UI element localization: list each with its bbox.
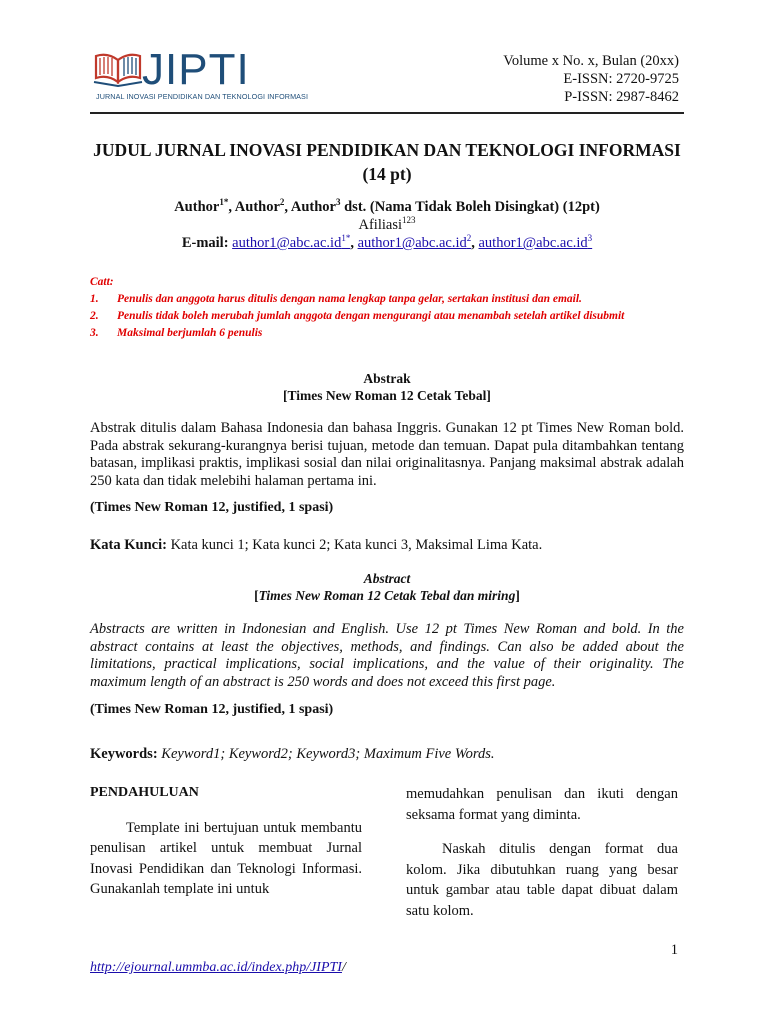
eissn-line: E-ISSN: 2720-9725 (563, 71, 679, 87)
abstrak-body: Abstrak ditulis dalam Bahasa Indonesia dan bahasa Inggris. Gunakan 12 pt Times New Roman bold. Pada abstrak sekurang-kurangnya berisi tujuan, metode dan temuan. Dapat pula ditambahkan tentang batasan, implikasi praktis, implikasi sosial dan nilai originalitasnya. Panjang maksimal abstrak adalah 250 kata dan tidak melebihi halaman pertama ini. (90, 420, 684, 489)
email-line: E-mail: author1@abc.ac.id$^{1*}$, author1@abc.ac.id$^2$, author1@abc.ac.id$^3$ (181, 233, 593, 251)
keywords-label: Keywords: (90, 746, 158, 762)
affiliation-line (90, 216, 684, 234)
email-link-2[interactable]: author1@abc.ac.id$^2$ (357, 233, 472, 251)
keywords-text: Keyword1; Keyword2; Keyword3; Maximum Five Words. (157, 746, 495, 762)
abstrak-format-note: (Times New Roman 12, justified, 1 spasi) (90, 500, 334, 515)
note-text: Penulis dan anggota harus ditulis dengan nama lengkap tanpa gelar, sertakan institusi dan email. (117, 293, 582, 305)
url-suffix: / (341, 960, 346, 975)
email-link-1[interactable]: author1@abc.ac.id$^{1*}$ (232, 233, 351, 251)
header-divider (90, 112, 684, 114)
author-3: Author (290, 199, 336, 215)
note-item (90, 308, 684, 325)
author-line: Author$^{1*}$, Author$^2$, Author$^3$ dst. (Nama Tidak Boleh Disingkat) (12pt) (174, 197, 600, 215)
affiliation-sup: 123 (402, 215, 416, 226)
footer-url (90, 960, 346, 976)
volume-line: Volume x No. x, Bulan (20xx) (503, 53, 679, 69)
journal-url-link[interactable]: http://ejournal.ummba.ac.id/index.php/JIPTI (90, 960, 342, 975)
note-number: 2. (90, 310, 99, 322)
abstrak-heading: Abstrak (363, 371, 411, 386)
open-book-icon (92, 48, 144, 88)
kata-kunci-text: Kata kunci 1; Kata kunci 2; Kata kunci 3, Maksimal Lima Kata. (166, 537, 543, 553)
issue-info (503, 52, 679, 106)
keywords-line (90, 746, 684, 763)
abstract-subheading: [Times New Roman 12 Cetak Tebal dan miring] (254, 588, 520, 603)
note-item (90, 325, 684, 342)
left-column (90, 783, 362, 914)
author-suffix: dst. (Nama Tidak Boleh Disingkat) (12pt) (340, 199, 600, 215)
journal-logo (92, 40, 309, 110)
logo-wordmark: JIPTI (142, 45, 250, 94)
email-link-3[interactable]: author1@abc.ac.id$^3$ (478, 233, 593, 251)
abstract-heading-block (90, 570, 684, 604)
note-text: Maksimal berjumlah 6 penulis (117, 327, 263, 339)
author-block (90, 198, 684, 252)
abstrak-heading-block (90, 370, 684, 404)
intro-paragraph: Template ini bertujuan untuk membantu penulisan artikel untuk membuat Jurnal Inovasi Pendidikan dan Teknologi Informasi. Gunakanlah template ini untuk (90, 819, 362, 897)
author-2: Author (234, 199, 280, 215)
kata-kunci-label: Kata Kunci: (90, 537, 167, 553)
note-text: Penulis tidak boleh merubah jumlah anggota dengan mengurangi atau menambah setelah artikel disubmit (117, 310, 625, 322)
notes-heading: Catt: (90, 276, 114, 288)
note-item (90, 291, 684, 308)
continued-paragraph: memudahkan penulisan dan ikuti dengan seksama format yang diminta. (406, 786, 678, 823)
abstract-body: Abstracts are written in Indonesian and English. Use 12 pt Times New Roman and bold. In the abstract contains at least the objectives, methods, and findings. Can also be added about the limitations, practical implications, social implications, and the value of their originality. The maximum length of an abstract is 250 words and does not exceed this first page. (90, 621, 684, 690)
pissn-line: P-ISSN: 2987-8462 (564, 89, 679, 105)
author-3-sup: 3 (335, 197, 341, 208)
abstract-heading: Abstract (363, 571, 411, 586)
author-1-sup: 1* (219, 197, 229, 208)
author-2-sup: 2 (279, 197, 285, 208)
abstrak-subheading: [Times New Roman 12 Cetak Tebal] (283, 388, 491, 403)
kata-kunci-line (90, 537, 684, 554)
author-notes (90, 274, 684, 342)
note-number: 1. (90, 293, 99, 305)
email-label: E-mail: (181, 235, 229, 251)
note-number: 3. (90, 327, 99, 339)
section-heading: PENDAHULUAN (90, 785, 199, 800)
author-1: Author (174, 199, 220, 215)
abstract-format-note: (Times New Roman 12, justified, 1 spasi) (90, 702, 334, 717)
logo-tagline: JURNAL INOVASI PENDIDIKAN DAN TEKNOLOGI INFORMASI (96, 92, 309, 101)
affiliation: Afiliasi (358, 217, 402, 233)
paper-title: JUDUL JURNAL INOVASI PENDIDIKAN DAN TEKNOLOGI INFORMASI (14 pt) (93, 140, 681, 184)
right-column (406, 784, 678, 935)
format-paragraph: Naskah ditulis dengan format dua kolom. Jika dibutuhkan ruang yang besar untuk gambar atau table dapat dibuat dalam satu kolom. (406, 841, 678, 919)
page-number: 1 (670, 942, 678, 958)
